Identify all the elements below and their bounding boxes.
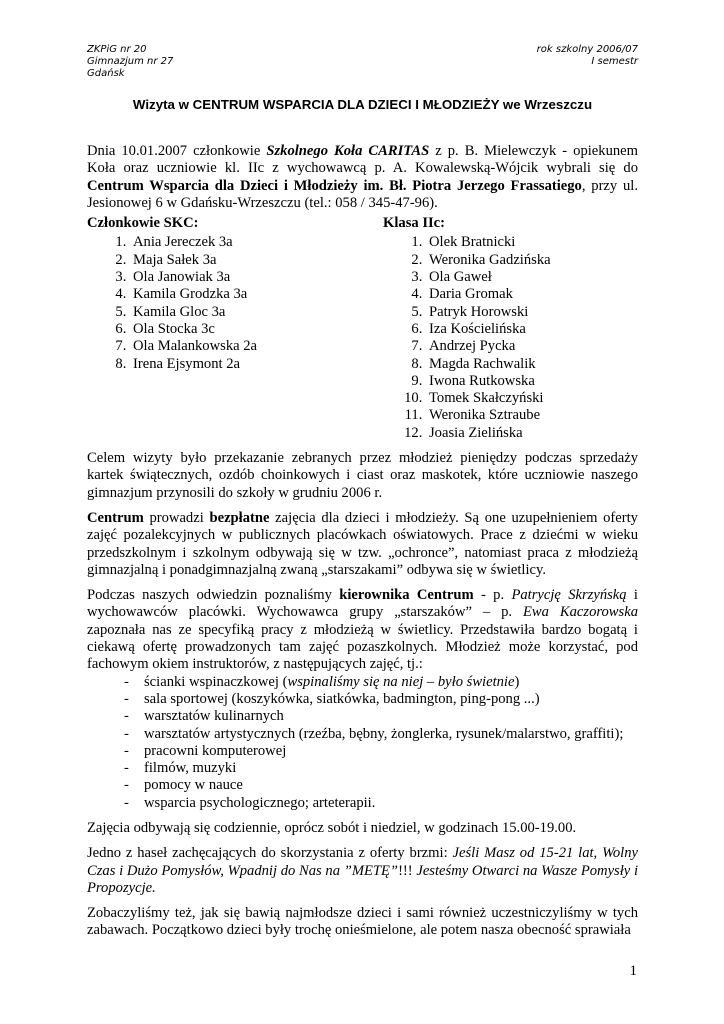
slogan-text-2: !!! xyxy=(398,862,417,879)
activity-note: wspinaliśmy się na niej – było świetnie xyxy=(287,673,515,690)
list-item: - sala sportowej (koszykówka, siatkówka, badmington, ping-pong ...) xyxy=(124,691,638,708)
list-item: 6. Iza Kościelińska xyxy=(426,321,638,338)
list-item xyxy=(124,674,638,691)
list-item: 1. Olek Bratnicki xyxy=(426,234,638,251)
participant-lists xyxy=(87,215,638,442)
center-word: Centrum xyxy=(87,509,144,526)
list-item: 1. Ania Jereczek 3a xyxy=(130,234,383,251)
list-item: 12. Joasia Zielińska xyxy=(426,425,638,442)
list-item: - warsztatów artystycznych (rzeźba, bębny, żonglerka, rysunek/malarstwo, graffiti); xyxy=(124,726,638,743)
visit-paragraph xyxy=(87,587,638,673)
header-left xyxy=(87,44,173,80)
intro-paragraph xyxy=(87,143,638,212)
manager-name: Patrycję Skrzyńską xyxy=(511,587,627,604)
members-heading: Członkowie SKC: xyxy=(87,215,199,232)
list-item: 7. Ola Malankowska 2a xyxy=(130,338,383,355)
list-item: 5. Patryk Horowski xyxy=(426,304,638,321)
list-item: - filmów, muzyki xyxy=(124,760,638,777)
members-list xyxy=(87,234,383,372)
list-item: 3. Ola Janowiak 3a xyxy=(130,269,383,286)
header-semester: I semestr xyxy=(591,56,638,67)
club-name: Szkolnego Koła CARITAS xyxy=(266,143,430,159)
visit-text-3: i wychowawców placówki. Wychowawca grupy „starszaków” – p. xyxy=(87,587,638,621)
list-item: 2. Maja Sałek 3a xyxy=(130,252,383,269)
list-item: 2. Weronika Gadzińska xyxy=(426,252,638,269)
members-column xyxy=(87,215,383,442)
list-item: 3. Ola Gaweł xyxy=(426,269,638,286)
page-number: 1 xyxy=(629,963,637,979)
activities-list xyxy=(87,674,638,812)
list-item: 4. Daria Gromak xyxy=(426,286,638,303)
list-item: 7. Andrzej Pycka xyxy=(426,338,638,355)
list-item: 10. Tomek Skałczyński xyxy=(426,390,638,407)
document-body xyxy=(87,143,638,940)
center-text-1: prowadzi xyxy=(143,509,210,526)
purpose-paragraph: Celem wizyty było przekazanie zebranych przez młodzież pieniędzy podczas sprzedaży kartek świątecznych, ozdób choinkowych i ciast oraz maskotek, które uczniowie naszego gimnazjum przynosili do szkoły w grudniu 2006 r. xyxy=(87,450,638,501)
slogan-paragraph xyxy=(87,845,638,897)
class-column xyxy=(383,215,638,442)
list-item: 11. Weronika Sztraube xyxy=(426,407,638,424)
list-item: - warsztatów kulinarnych xyxy=(124,708,638,725)
header-right xyxy=(537,44,638,68)
list-item: 9. Iwona Rutkowska xyxy=(426,373,638,390)
closing-paragraph: Zobaczyliśmy też, jak się bawią najmłodsze dzieci i sami również uczestniczyliśmy w tych zabawach. Początkowo dzieci były trochę onieśmielone, ale potem nasza obecność sprawiała xyxy=(87,905,638,939)
visit-text-1: Podczas naszych odwiedzin poznaliśmy xyxy=(87,587,340,604)
document-title: Wizyta w CENTRUM WSPARCIA DLA DZIECI I MŁODZIEŻY we Wrzeszczu xyxy=(132,97,593,112)
list-item: 8. Irena Ejsymont 2a xyxy=(130,356,383,373)
free-word: bezpłatne xyxy=(209,509,270,526)
list-item: 8. Magda Rachwalik xyxy=(426,356,638,373)
visit-text-4: zapoznała nas ze specyfiką pracy z młodzieżą w świetlicy. Przedstawiła bardzo bogatą i ciekawą ofertę prowadzonych tam zajęć pozaszkolnych. Młodzież może korzystać, pod fachowym okiem instruktorów, z następujących zajęć, tj.: xyxy=(87,621,638,673)
center-text-2: zajęcia dla dzieci i młodzieży. Są one uzupełnieniem oferty zajęć pozalekcyjnych w publicznych placówkach oświatowych. Prace z dziećmi w wieku przedszkolnym i szkolnym odbywają się w tzw. „ochronce”, natomiast praca z młodzieżą gimnazjalną i ponadgimnazjalną zwaną „starszakami” odbywa się w świetlicy. xyxy=(87,509,638,578)
activity-text: ścianki wspinaczkowej ( xyxy=(144,673,288,690)
intro-text-3: , przy ul. Jesionowej 6 w Gdańsku-Wrzeszczu (tel.: 058 / 345-47-96). xyxy=(87,177,638,211)
slogan-text-1: Jedno z haseł zachęcających do skorzystania z oferty brzmi: xyxy=(87,845,453,862)
header-school: Gimnazjum nr 27 xyxy=(87,56,174,67)
activity-text-end: ) xyxy=(514,673,520,690)
header-city: Gdańsk xyxy=(87,68,125,79)
header-org: ZKPiG nr 20 xyxy=(87,44,147,55)
hours-paragraph: Zajęcia odbywają się codziennie, oprócz sobót i niedziel, w godzinach 15.00-19.00. xyxy=(87,819,577,836)
list-item: - pomocy w nauce xyxy=(124,777,638,794)
list-item: - pracowni komputerowej xyxy=(124,743,638,760)
header-school-year: rok szkolny 2006/07 xyxy=(536,44,638,55)
list-item: 4. Kamila Grodzka 3a xyxy=(130,286,383,303)
class-heading: Klasa IIc: xyxy=(383,215,446,232)
educator-name: Ewa Kaczorowska xyxy=(523,604,638,621)
slogan-quote-2: Jesteśmy Otwarci na Wasze Pomysły i Propozycje. xyxy=(87,862,639,896)
list-item: 5. Kamila Gloc 3a xyxy=(130,304,383,321)
manager-label: kierownika Centrum xyxy=(339,587,474,604)
list-item: 6. Ola Stocka 3c xyxy=(130,321,383,338)
center-name: Centrum Wsparcia dla Dzieci i Młodzieży im. Bł. Piotra Jerzego Frassatiego xyxy=(87,177,582,194)
list-item: - wsparcia psychologicznego; arteterapii. xyxy=(124,795,638,812)
intro-text-1: Dnia 10.01.2007 członkowie xyxy=(87,143,267,159)
class-list xyxy=(383,234,638,442)
center-paragraph xyxy=(87,510,638,579)
intro-text-2: z p. B. Mielewczyk - opiekunem Koła oraz uczniowie kl. IIc z wychowawcą p. A. Kowalewską-Wójcik wybrali się do xyxy=(87,143,638,177)
visit-text-2: - p. xyxy=(473,587,512,604)
slogan-quote-1: Jeśli Masz od 15-21 lat, Wolny Czas i Dużo Pomysłów, Wpadnij do Nas na ”METĘ” xyxy=(87,845,639,879)
